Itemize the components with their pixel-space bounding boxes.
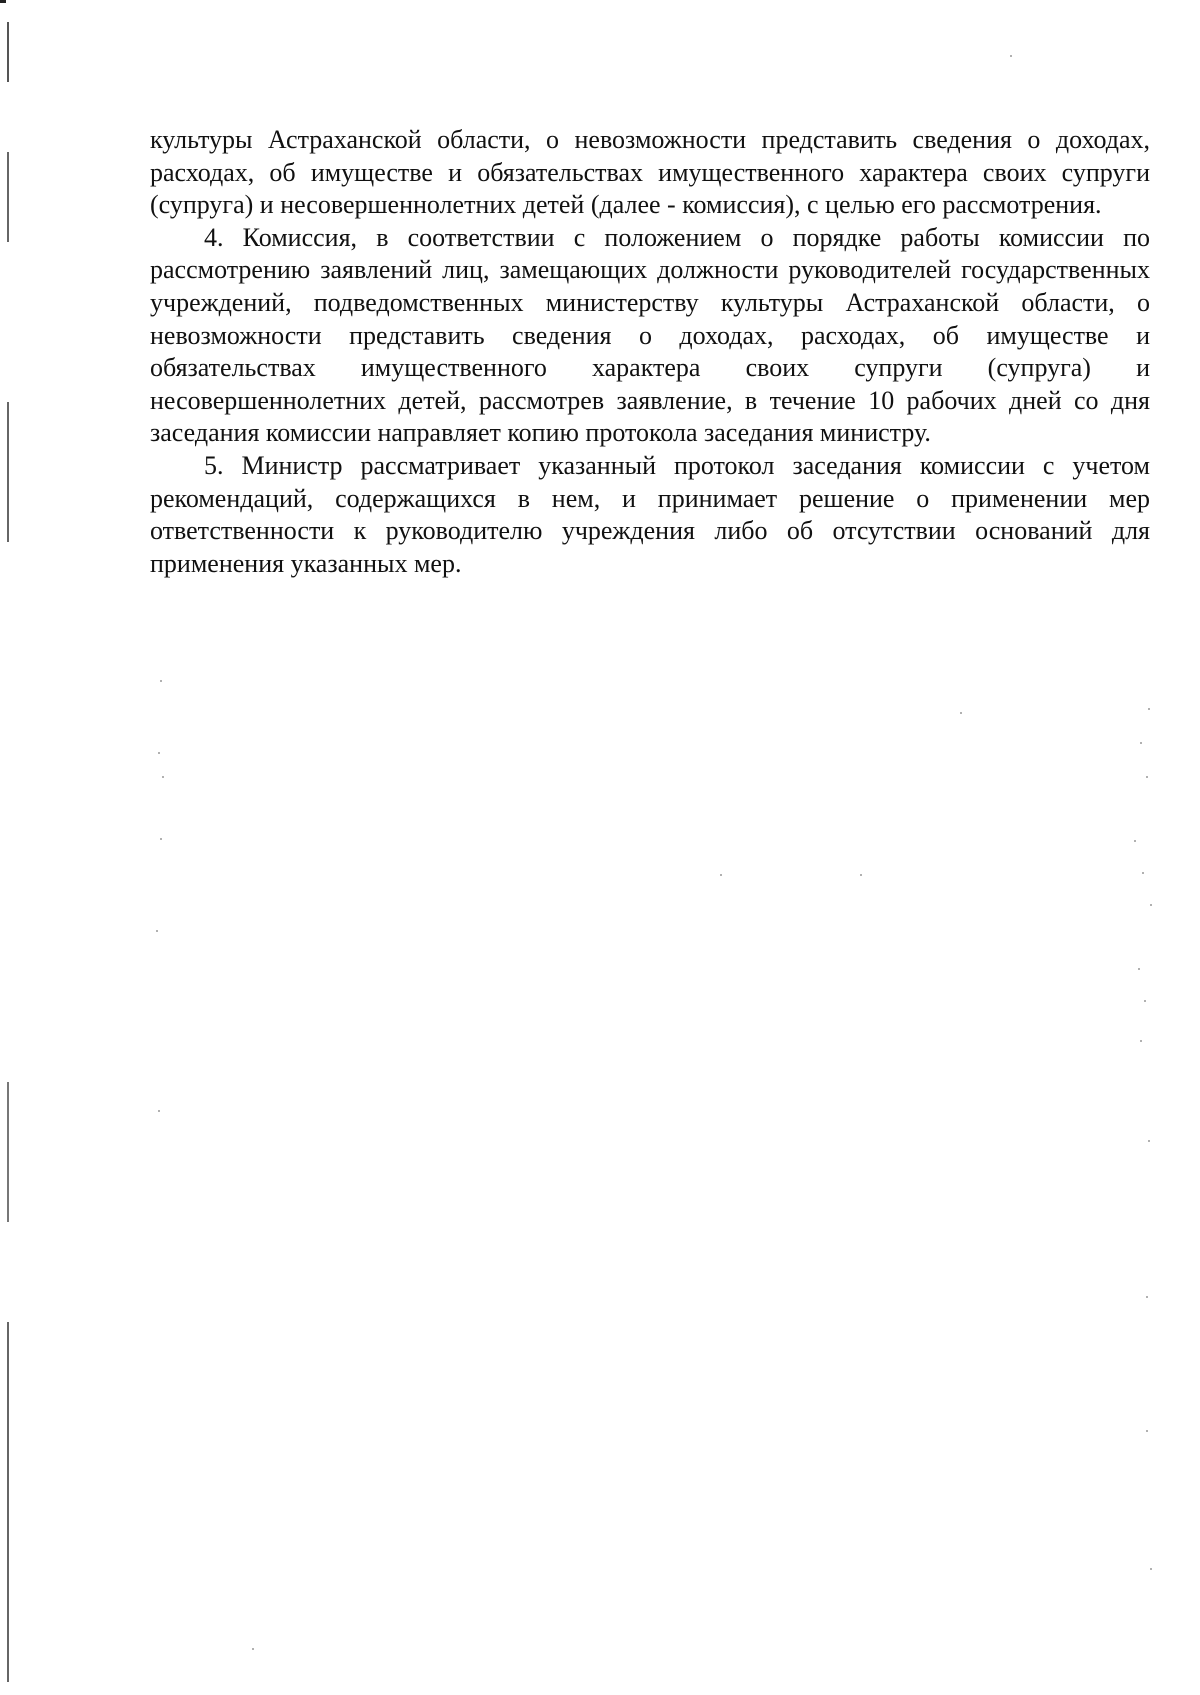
scan-edge-shadow <box>7 22 9 1682</box>
paragraph-item-4: 4. Комиссия, в соответствии с положением о порядке работы комиссии по рассмотрению заявлений лиц, замещающих должности руководителей государственных учреждений, подведомственных министерству культуры Астраханской области, о невозможности представить сведения о доходах, расходах, об имуществе и обязательствах имущественного характера своих супруги (супруга) и несовершеннолетних детей, рассмотрев заявление, в течение 10 рабочих дней со дня заседания комиссии направляет копию протокола заседания министру. <box>150 222 1150 448</box>
paragraph-continuation: культуры Астраханской области, о невозможности представить сведения о доходах, расходах, об имуществе и обязательствах имущественного характера своих супруги (супруга) и несовершеннолетних детей (далее - комиссия), с целью его рассмотрения. <box>150 125 1150 220</box>
paragraph-item-5: 5. Министр рассматривает указанный протокол заседания комиссии с учетом рекомендаций, содержащихся в нем, и принимает решение о применении мер ответственности к руководителю учреждения либо об отсутствии оснований для применения указанных мер. <box>150 450 1150 578</box>
document-body <box>150 124 1150 580</box>
scan-corner-mark <box>0 0 6 3</box>
